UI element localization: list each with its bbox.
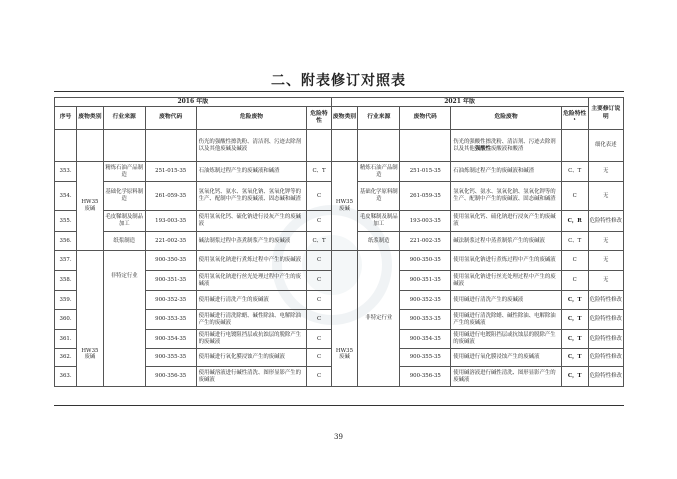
hazard-desc-new: 使用碱进行清洗除蜡、碱性除油、电解除油产生的废碱液	[451, 310, 562, 330]
hazard-risk-new: C	[561, 182, 588, 211]
hazard-desc-old: 使用碱进行电镀阻挡层或抗蚀层的脱除产生的废碱液	[196, 330, 307, 349]
hazard-risk-new: C、T	[561, 162, 588, 182]
row-seq: 361.	[55, 330, 77, 349]
header-hazard-old: 危险废物	[196, 107, 307, 130]
hazard-risk-old: C	[307, 182, 331, 211]
header-industry-new: 行业来源	[358, 107, 400, 130]
hazard-risk-old: C、T	[307, 232, 331, 251]
hazard-desc-old: 使用氢氧化钙、硫化钠进行浸灰产生的废碱液	[196, 211, 307, 232]
hazard-desc-old: 石油炼制过程产生的废碱液和碱渣	[196, 162, 307, 182]
row-seq: 358.	[55, 271, 77, 291]
revision-note: 危险特性修改	[588, 330, 624, 349]
header-hazard-new: 危险废物	[451, 107, 562, 130]
title-rule-top	[54, 91, 624, 92]
waste-code-new: 900-351-35	[400, 271, 451, 291]
header-notes: 主要修订说明	[588, 98, 624, 130]
waste-code-new: 900-350-35	[400, 251, 451, 271]
hazard-desc-new: 使用碱进行氧化膜浸蚀产生的废碱液	[451, 349, 562, 367]
industry-source-new: 毛皮鞣制及制品加工	[358, 211, 400, 232]
industry-source-new: 非特定行业	[358, 251, 400, 387]
industry-source-new: 纸浆制造	[358, 232, 400, 251]
waste-code-new: 221-002-35	[400, 232, 451, 251]
page-number: 39	[334, 433, 343, 441]
waste-code-new: 900-352-35	[400, 291, 451, 310]
waste-code-new: 900-353-35	[400, 310, 451, 330]
year-header-old: 2016 年版	[55, 98, 332, 107]
revision-comparison-table	[54, 97, 624, 387]
waste-code-old: 193-003-35	[145, 211, 196, 232]
industry-source-old: 基础化学原料制造	[103, 182, 145, 211]
header-industry-old: 行业来源	[103, 107, 145, 130]
hazard-desc-new: 氢氧化钙、氨水、氢氧化钠、氢氧化钾等的生产、配制中产生的废碱液、固态碱和碱渣	[451, 182, 562, 211]
waste-code-old: 900-350-35	[145, 251, 196, 271]
header-seq: 序号	[55, 107, 77, 130]
waste-category-old: HW35 废碱	[77, 251, 104, 387]
row-seq: 362.	[55, 349, 77, 367]
hazard-risk-new: C，R	[561, 211, 588, 232]
hazard-desc-old: 使用碱进行氧化膜浸蚀产生的废碱液	[196, 349, 307, 367]
header-risk-new: 危险特性¹	[561, 107, 588, 130]
hazard-risk-old: C、T	[307, 162, 331, 182]
hazard-risk-old: C	[307, 251, 331, 271]
waste-category-new: HW35 废碱	[331, 162, 358, 251]
waste-code-old: 900-352-35	[145, 291, 196, 310]
header-code-new: 废物代码	[400, 107, 451, 130]
revision-note: 无	[588, 182, 624, 211]
hazard-risk-new: C，T	[561, 291, 588, 310]
hazard-risk-old: C	[307, 349, 331, 367]
header-code-old: 废物代码	[145, 107, 196, 130]
hazard-risk-old: C	[307, 211, 331, 232]
waste-code-old: 900-356-35	[145, 367, 196, 387]
revision-note: 危险特性修改	[588, 367, 624, 387]
hazard-desc-old: 氢氧化钙、氨水、氢氧化钠、氢氧化钾等的生产、配制中产生的废碱液、固态碱和碱渣	[196, 182, 307, 211]
waste-code-new: 900-356-35	[400, 367, 451, 387]
revision-note: 无	[588, 232, 624, 251]
waste-code-new: 261-059-35	[400, 182, 451, 211]
table-row	[55, 130, 624, 162]
hazard-desc-new: 使用碱溶液进行碱性清洗、图形显影产生的废碱液	[451, 367, 562, 387]
hazard-desc-new: 伤光的强酸性擦洗粉、清洁剂、污迹去除剂以及其他强酸性废酸液和酸渣	[451, 130, 562, 162]
waste-code-old: 900-353-35	[145, 310, 196, 330]
hazard-desc-old: 使用碱溶液进行碱性清洗、图形显影产生的废碱液	[196, 367, 307, 387]
waste-code-old: 900-351-35	[145, 271, 196, 291]
waste-category-old: HW35 废碱	[77, 162, 104, 251]
row-seq: 355.	[55, 211, 77, 232]
header-category-old: 废物类别	[77, 107, 104, 130]
revision-note: 危险特性修改	[588, 349, 624, 367]
industry-source-old: 纸浆制造	[103, 232, 145, 251]
revision-note: 无	[588, 162, 624, 182]
hazard-risk-new: C	[561, 251, 588, 271]
hazard-risk-old: C	[307, 291, 331, 310]
hazard-desc-new: 石油炼制过程产生的废碱液和碱渣	[451, 162, 562, 182]
row-seq: 356.	[55, 232, 77, 251]
industry-source-new: 基础化学原料制造	[358, 182, 400, 211]
industry-source-old: 非特定行业	[103, 251, 145, 387]
revision-note: 无	[588, 271, 624, 291]
waste-code-old: 251-015-35	[145, 162, 196, 182]
hazard-risk-old: C	[307, 367, 331, 387]
revision-note: 无	[588, 251, 624, 271]
hazard-desc-new: 使用氢氧化钠进行煮炼过程中产生的废碱液	[451, 251, 562, 271]
waste-category-new: HW35 废碱	[331, 251, 358, 387]
hazard-risk-new: C，T	[561, 310, 588, 330]
hazard-risk-new: C、T	[561, 232, 588, 251]
waste-code-old: 900-354-35	[145, 330, 196, 349]
revision-note: 细化表述	[588, 130, 624, 162]
hazard-desc-old: 伤光的强酸性擦洗粉、清洁剂、污迹去除剂以及其他废碱及碱液	[196, 130, 307, 162]
hazard-desc-old: 使用氢氧化钠进行煮炼过程中产生的废碱液	[196, 251, 307, 271]
hazard-risk-old: C	[307, 271, 331, 291]
hazard-desc-new: 碱法制浆过程中蒸煮制浆产生的废碱液	[451, 232, 562, 251]
hazard-risk-new: C	[561, 271, 588, 291]
hazard-desc-new: 使用碱进行清洗产生的废碱液	[451, 291, 562, 310]
hazard-desc-old: 使用碱进行清洗除蜡、碱性除油、电解除油产生的废碱液	[196, 310, 307, 330]
row-seq: 359.	[55, 291, 77, 310]
page-title: 二、附表修订对照表	[271, 73, 406, 89]
waste-code-new: 193-003-35	[400, 211, 451, 232]
waste-code-old: 261-059-35	[145, 182, 196, 211]
waste-code-old: 900-355-35	[145, 349, 196, 367]
hazard-risk-new: C，T	[561, 367, 588, 387]
hazard-desc-old: 使用碱进行清洗产生的废碱液	[196, 291, 307, 310]
hazard-risk-old: C	[307, 330, 331, 349]
row-seq: 354.	[55, 182, 77, 211]
hazard-desc-new: 使用碱进行电镀阻挡层或抗蚀层的脱除产生的废碱液	[451, 330, 562, 349]
row-seq: 363.	[55, 367, 77, 387]
table-row	[55, 251, 624, 271]
year-header-new: 2021 年版	[331, 98, 588, 107]
revision-note: 危险特性修改	[588, 291, 624, 310]
hazard-risk-new: C，T	[561, 330, 588, 349]
table-bottom-rule	[54, 405, 624, 406]
header-category-new: 废物类别	[331, 107, 358, 130]
revision-note: 危险特性修改	[588, 211, 624, 232]
hazard-desc-old: 使用氢氧化钠进行丝光处理过程中产生的废碱液	[196, 271, 307, 291]
revision-note: 危险特性修改	[588, 310, 624, 330]
waste-code-new: 900-355-35	[400, 349, 451, 367]
hazard-desc-new: 使用氢氧化钠进行丝光处理过程中产生的废碱液	[451, 271, 562, 291]
industry-source-new: 精炼石油产品制造	[358, 162, 400, 182]
hazard-risk-old: C	[307, 310, 331, 330]
table-row	[55, 162, 624, 182]
industry-source-old: 精炼石油产品制造	[103, 162, 145, 182]
waste-code-new: 251-015-35	[400, 162, 451, 182]
waste-code-old: 221-002-35	[145, 232, 196, 251]
header-risk-old: 危险特性	[307, 107, 331, 130]
hazard-desc-new: 使用氢氧化钙、硫化钠进行浸灰产生的废碱液	[451, 211, 562, 232]
row-seq: 357.	[55, 251, 77, 271]
waste-code-new: 900-354-35	[400, 330, 451, 349]
row-seq: 360.	[55, 310, 77, 330]
row-seq: 353.	[55, 162, 77, 182]
hazard-risk-new: C，T	[561, 349, 588, 367]
industry-source-old: 毛皮鞣制及制品加工	[103, 211, 145, 232]
hazard-desc-old: 碱法制浆过程中蒸煮制浆产生的废碱液	[196, 232, 307, 251]
